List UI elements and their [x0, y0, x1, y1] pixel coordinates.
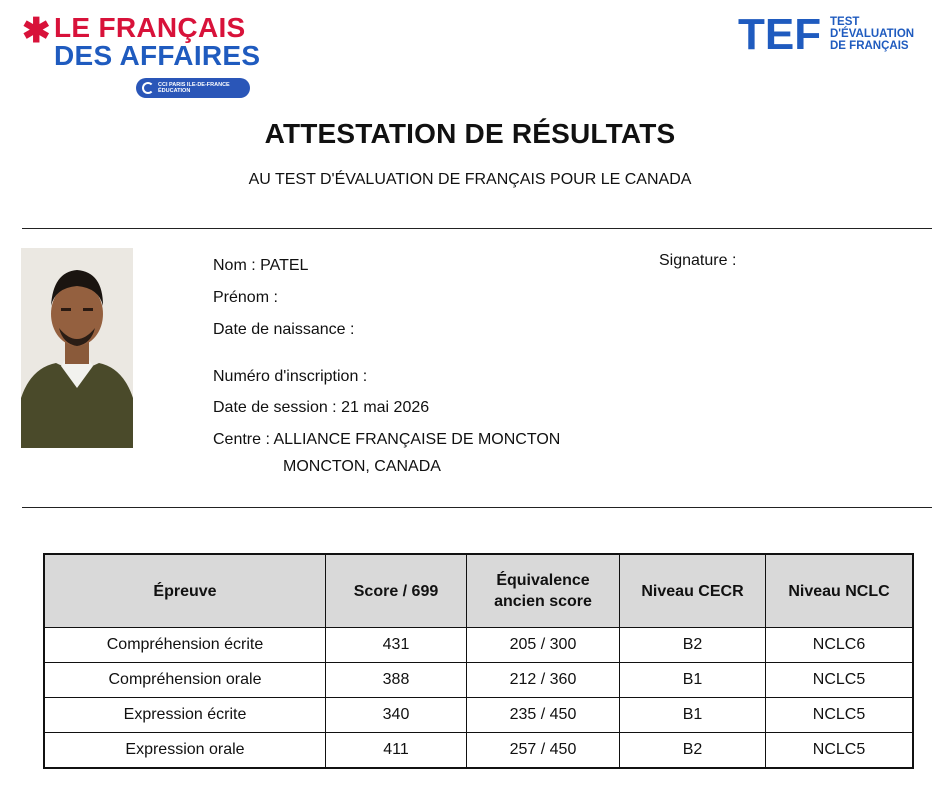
cci-icon — [142, 82, 154, 94]
portrait-image — [21, 248, 133, 448]
le-francais-des-affaires-logo — [22, 10, 262, 102]
cell-score: 411 — [326, 733, 467, 769]
prenom-field: Prénom : — [213, 289, 278, 306]
cell-cecr: B1 — [620, 698, 766, 733]
cell-cecr: B1 — [620, 663, 766, 698]
cell-nclc: NCLC6 — [766, 628, 914, 663]
tef-caption-line2: D'ÉVALUATION — [830, 28, 915, 40]
table-header-row — [44, 554, 913, 628]
cell-nclc: NCLC5 — [766, 698, 914, 733]
candidate-photo — [21, 248, 133, 448]
cell-epreuve: Expression orale — [44, 733, 326, 769]
numero-inscription-field: Numéro d'inscription : — [213, 368, 368, 385]
cell-epreuve: Compréhension écrite — [44, 628, 326, 663]
logo-text-line1: LE FRANÇAIS — [54, 12, 246, 43]
header-epreuve: Épreuve — [44, 554, 326, 628]
cell-equivalence: 235 / 450 — [467, 698, 620, 733]
centre-location: MONCTON, CANADA — [283, 458, 441, 475]
cell-score: 431 — [326, 628, 467, 663]
tef-logo-caption — [830, 16, 914, 52]
cell-epreuve: Expression écrite — [44, 698, 326, 733]
table-row — [44, 663, 913, 698]
divider-top — [22, 228, 932, 229]
date-naissance-field: Date de naissance : — [213, 321, 355, 338]
tef-logo — [738, 10, 928, 60]
cci-text-line1: CCI PARIS ILE-DE-FRANCE — [158, 82, 230, 88]
table-row — [44, 628, 913, 663]
centre-field: Centre : ALLIANCE FRANÇAISE DE MONCTON — [213, 431, 561, 448]
cci-badge — [136, 78, 250, 98]
signature-label: Signature : — [659, 252, 737, 269]
tef-caption-line1: TEST — [830, 16, 860, 28]
header-nclc: Niveau NCLC — [766, 554, 914, 628]
results-table — [43, 553, 914, 769]
cell-epreuve: Compréhension orale — [44, 663, 326, 698]
header-score: Score / 699 — [326, 554, 467, 628]
table-row — [44, 733, 913, 769]
cell-equivalence: 257 / 450 — [467, 733, 620, 769]
header-equivalence-line1: Équivalence — [496, 572, 590, 589]
cell-equivalence: 205 / 300 — [467, 628, 620, 663]
header-equivalence-line2: ancien score — [494, 593, 592, 610]
document-title: ATTESTATION DE RÉSULTATS — [264, 118, 676, 149]
tef-caption-line3: DE FRANÇAIS — [830, 40, 909, 52]
cell-nclc: NCLC5 — [766, 733, 914, 769]
logo-text-line2: DES AFFAIRES — [54, 40, 261, 71]
nom-field: Nom : PATEL — [213, 257, 309, 274]
cell-cecr: B2 — [620, 733, 766, 769]
document-subtitle: AU TEST D'ÉVALUATION DE FRANÇAIS POUR LE CANADA — [248, 171, 692, 188]
asterisk-icon: ✱ — [22, 12, 51, 50]
cell-score: 388 — [326, 663, 467, 698]
table-row — [44, 698, 913, 733]
cci-text-line2: ÉDUCATION — [158, 88, 191, 94]
header-cecr: Niveau CECR — [620, 554, 766, 628]
date-session-field: Date de session : 21 mai 2026 — [213, 399, 430, 416]
cell-nclc: NCLC5 — [766, 663, 914, 698]
header-equivalence — [467, 554, 620, 628]
tef-logo-mark: TEF — [738, 10, 822, 59]
cell-score: 340 — [326, 698, 467, 733]
cell-equivalence: 212 / 360 — [467, 663, 620, 698]
cell-cecr: B2 — [620, 628, 766, 663]
divider-bottom — [22, 507, 932, 508]
